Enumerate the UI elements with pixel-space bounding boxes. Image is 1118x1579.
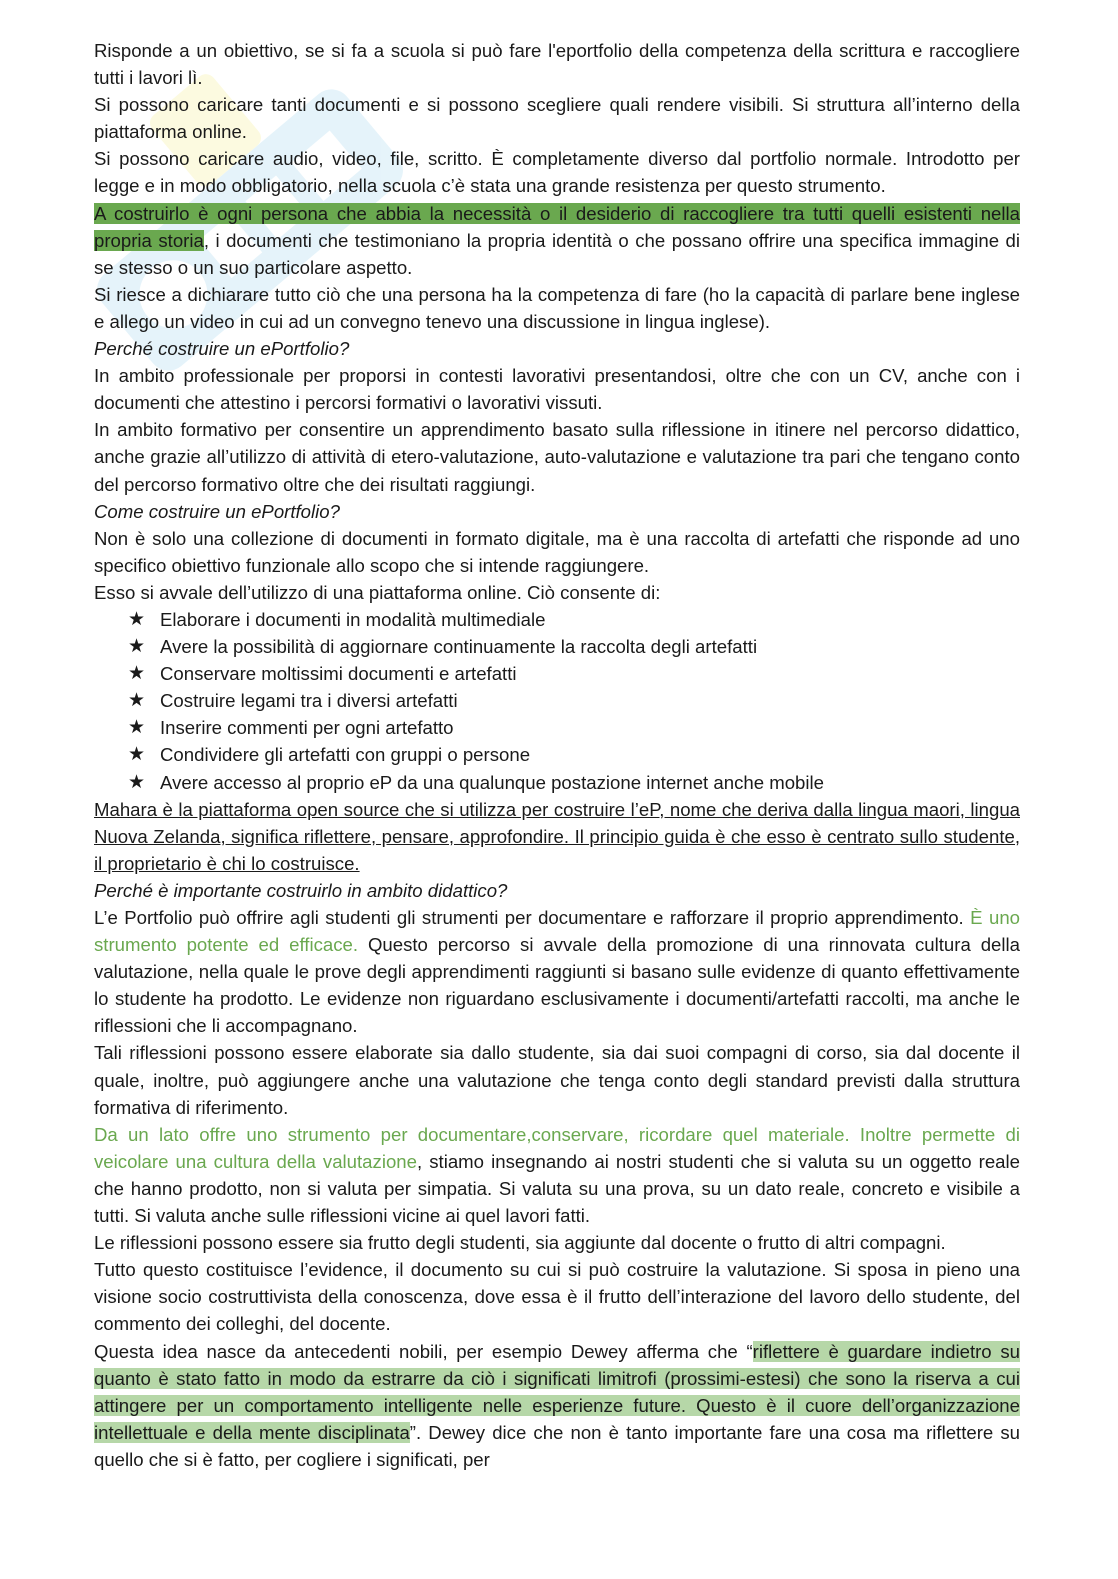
list-item <box>128 633 1020 660</box>
paragraph: In ambito formativo per consentire un apprendimento basato sulla riflessione in itinere nel percorso didattico, anche grazie all’utilizzo di attività di etero-valutazione, auto-valutazione e valutazione tra pari che tengano conto del percorso formativo oltre che dei risultati raggiungi. <box>94 419 1020 495</box>
list-item-text: Inserire commenti per ogni artefatto <box>160 717 454 739</box>
paragraph: Si possono caricare audio, video, file, scritto. È completamente diverso dal portfolio normale. Introdotto per legge e in modo obbligatorio, nella scuola c’è stata una grande resistenza per questo strumento. <box>94 148 1020 197</box>
paragraph: Risponde a un obiettivo, se si fa a scuola si può fare l'eportfolio della competenza della scrittura e raccogliere tutti i lavori lì. <box>94 40 1020 89</box>
list-item-text: Condividere gli artefatti con gruppi o persone <box>160 744 531 766</box>
star-bullet-icon: ★ <box>128 717 146 739</box>
list-item <box>128 741 1020 768</box>
star-bullet-icon: ★ <box>128 608 146 630</box>
paragraph: Si riesce a dichiarare tutto ciò che una persona ha la competenza di fare (ho la capacità di parlare bene inglese e allego un video in cui ad un convegno tenevo una discussione in lingua inglese). <box>94 283 1020 332</box>
paragraph <box>94 200 1020 281</box>
paragraph: Si possono caricare tanti documenti e si possono scegliere quali rendere visibili. Si struttura all’interno della piattaforma online. <box>94 94 1020 143</box>
section-heading: Come costruire un ePortfolio? <box>94 500 340 522</box>
paragraph: In ambito professionale per proporsi in contesti lavorativi presentandosi, oltre che con un CV, anche con i documenti che attestino i percorsi formativi o lavorativi vissuti. <box>94 365 1020 414</box>
star-bullet-icon: ★ <box>128 663 146 685</box>
text-span: Questo percorso si avvale della promozione di una rinnovata cultura della valutazione, nella quale le prove degli apprendimenti raggiunti si basano sulle evidenze di quanto effettivamente lo studente ha prodotto. Le evidenze non riguardano esclusivamente i documenti/artefatti raccolti, ma anche le riflessioni che li accompagnano. <box>94 934 1020 1037</box>
highlighted-text: A costruirlo è ogni persona che abbia la necessità o il desiderio di raccogliere tra tutti quelli esistenti nella propria storia <box>94 202 1020 251</box>
list-item <box>128 714 1020 741</box>
paragraph: Tutto questo costituisce l’evidence, il documento su cui si può costruire la valutazione. Si sposa in pieno una visione socio costruttivista della conoscenza, dove essa è il frutto dell’interazione del lavoro dello studente, del commento dei colleghi, del docente. <box>94 1259 1020 1335</box>
list-item-text: Elaborare i documenti in modalità multimediale <box>160 608 546 630</box>
star-bullet-icon: ★ <box>128 744 146 766</box>
highlighted-text: riflettere è guardare indietro su quanto è stato fatto in modo da estrarre da ciò i significati limitrofi (prossimi-estesi) che sono la riserva a cui attingere per un comportamento intelligente nelle esperienze future. Questo è il cuore dell’organizzazione intellettuale e della mente disciplinata <box>94 1340 1020 1443</box>
text-span: ”. Dewey dice che non è tanto importante fare una cosa ma riflettere su quello che si è fatto, per cogliere i significati, per <box>94 1421 1020 1470</box>
bullet-list <box>94 606 1020 796</box>
green-text: È uno strumento potente ed efficace. <box>94 907 1020 956</box>
star-bullet-icon: ★ <box>128 690 146 712</box>
text-span: , i documenti che testimoniano la propria identità o che possano offrire una specifica immagine di se stesso o un suo particolare aspetto. <box>94 229 1020 278</box>
star-bullet-icon: ★ <box>128 636 146 658</box>
list-item <box>128 660 1020 687</box>
list-item-text: Conservare moltissimi documenti e artefatti <box>160 663 517 685</box>
section-heading: Perché costruire un ePortfolio? <box>94 338 350 360</box>
list-item-text: Avere la possibilità di aggiornare continuamente la raccolta degli artefatti <box>160 636 758 658</box>
section-heading: Perché è importante costruirlo in ambito didattico? <box>94 879 508 901</box>
underlined-paragraph: Mahara è la piattaforma open source che si utilizza per costruire l’eP, nome che deriva dalla lingua maori, lingua Nuova Zelanda, significa riflettere, pensare, approfondire. Il principio guida è che esso è centrato sullo studente, il proprietario è chi lo costruisce. <box>94 798 1020 874</box>
list-item-text: Costruire legami tra i diversi artefatti <box>160 690 458 712</box>
document-page <box>94 37 1020 1473</box>
green-text: Da un lato offre uno strumento per documentare,conservare, ricordare quel materiale. Inoltre permette di veicolare una cultura della valutazione <box>94 1123 1020 1172</box>
text-span: Questa idea nasce da antecedenti nobili, per esempio Dewey afferma che “ <box>94 1340 753 1362</box>
paragraph: Non è solo una collezione di documenti in formato digitale, ma è una raccolta di artefatti che risponde ad uno specifico obiettivo funzionale allo scopo che si intende raggiungere. <box>94 527 1020 576</box>
paragraph: Tali riflessioni possono essere elaborate sia dallo studente, sia dai suoi compagni di corso, sia dal docente il quale, inoltre, può aggiungere anche una valutazione che tenga conto degli standard previsti dalla struttura formativa di riferimento. <box>94 1042 1020 1118</box>
list-item <box>128 687 1020 714</box>
paragraph: Le riflessioni possono essere sia frutto degli studenti, sia aggiunte dal docente o frutto di altri compagni. <box>94 1232 946 1254</box>
list-item-text: Avere accesso al proprio eP da una qualunque postazione internet anche mobile <box>160 771 824 793</box>
paragraph <box>94 1121 1020 1229</box>
paragraph: Esso si avvale dell’utilizzo di una piattaforma online. Ciò consente di: <box>94 581 661 603</box>
list-item <box>128 606 1020 633</box>
list-item <box>128 769 1020 796</box>
paragraph <box>94 1338 1020 1473</box>
text-span: L’e Portfolio può offrire agli studenti gli strumenti per documentare e rafforzare il proprio apprendimento. <box>94 907 971 928</box>
star-bullet-icon: ★ <box>128 771 146 793</box>
text-span: , stiamo insegnando ai nostri studenti che si valuta su un oggetto reale che hanno prodotto, non si valuta per simpatia. Si valuta su una prova, su un dato reale, concreto e visibile a tutti. Si valuta anche sulle riflessioni vicine ai quel lavori fatti. <box>94 1150 1020 1227</box>
paragraph <box>94 904 1020 1039</box>
